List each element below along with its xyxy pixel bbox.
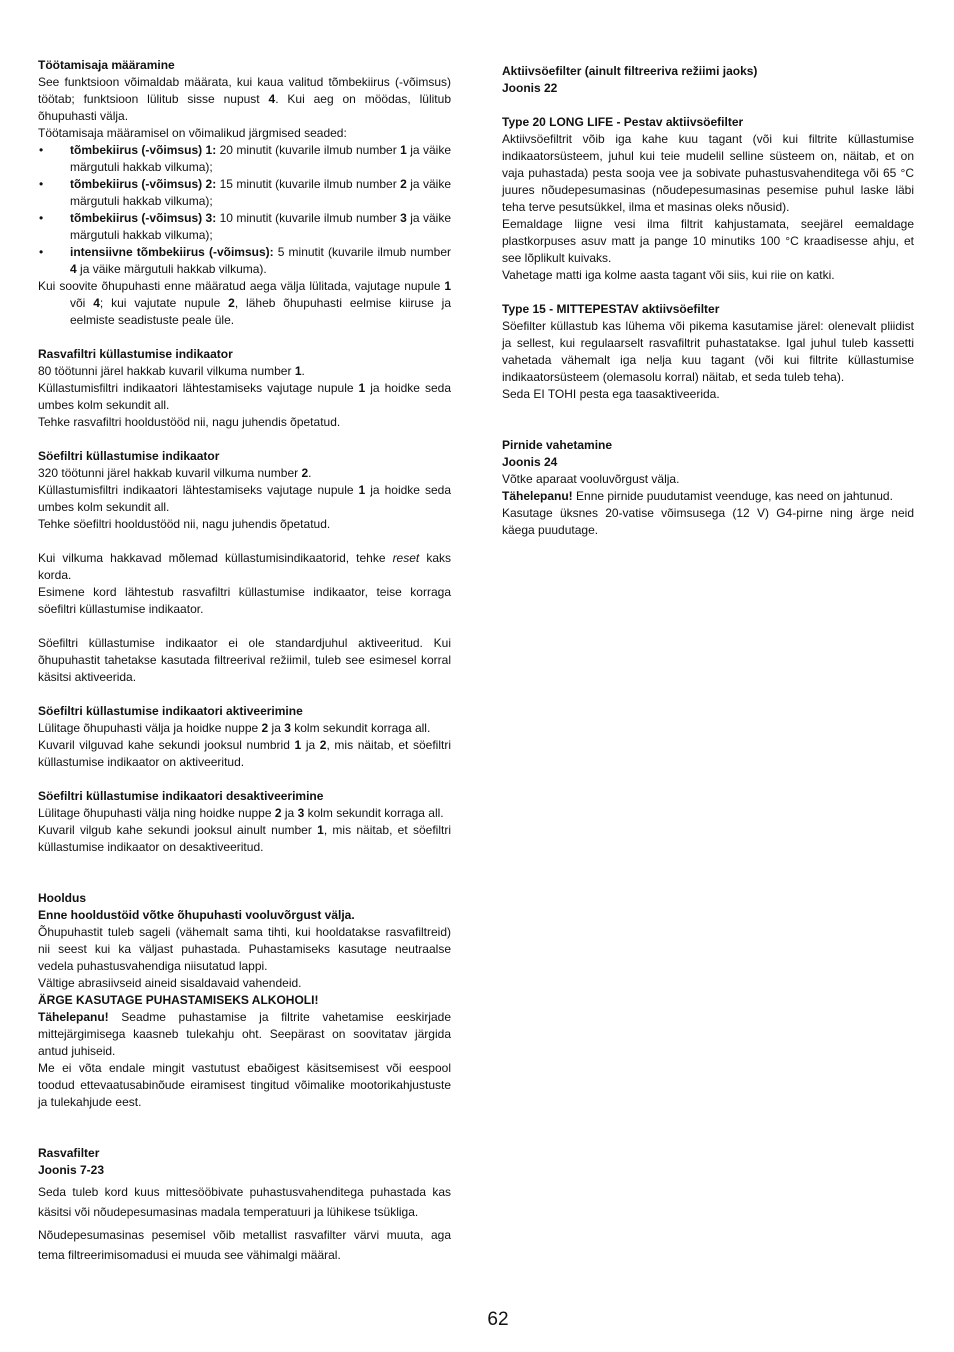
speed-settings-list (38, 142, 451, 278)
list-item: • tõmbekiirus (-võimsus) 2: 15 minutit (kuvarile ilmub number 2 ja väike märgutuli hakkab vilkuma); (38, 176, 451, 210)
paragraph: Vältige abrasiivseid aineid sisaldavaid vahendeid. (38, 976, 302, 990)
paragraph: Tehke rasvafiltri hooldustööd nii, nagu juhendis õpetatud. (38, 415, 341, 429)
section-title-charcoal-indicator: Söefiltri küllastumise indikaator (38, 449, 220, 463)
section-subtitle: Joonis 22 (502, 81, 558, 95)
left-column (38, 57, 451, 1265)
paragraph: Tähelepanu! Enne pirnide puudutamist veenduge, kas need on jahtunud. (502, 489, 893, 503)
paragraph: Võtke aparaat vooluvõrgust välja. (502, 472, 680, 486)
page-number: 62 (487, 1309, 509, 1330)
section-subtitle: Joonis 7-23 (38, 1163, 105, 1177)
paragraph: Seda tuleb kord kuus mittesööbivate puhastusvahenditega puhastada kas käsitsi või nõudepesumasinas madala temperatuuri ja lühikese tsükliga. (38, 1185, 451, 1219)
paragraph: Vahetage matti iga kolme aasta tagant või siis, kui riie on katki. (502, 268, 835, 282)
section-subtitle: Joonis 24 (502, 455, 558, 469)
paragraph: See funktsioon võimaldab määrata, kui kaua valitud tõmbekiirus (-võimsus) töötab; funktsioon lülitub sisse nupust 4. Kui aeg on möödas, lülitub õhupuhasti välja. (38, 75, 451, 123)
section-title-active-carbon: Aktiivsöefilter (ainult filtreeriva režiimi jaoks) (502, 64, 758, 78)
section-title-activation: Söefiltri küllastumise indikaatori aktiveerimine (38, 704, 303, 718)
section-title-deactivation: Söefiltri küllastumise indikaatori desaktiveerimine (38, 789, 324, 803)
paragraph: Kasutage üksnes 20-vatise võimsusega (12 V) G4-pirne ning ärge neid käega puudutage. (502, 506, 914, 537)
paragraph: Kui vilkuma hakkavad mõlemad küllastumisindikaatorid, tehke reset kaks korda. (38, 551, 451, 582)
right-column (502, 63, 914, 539)
paragraph: Söefilter küllastub kas lühema või pikema kasutamise järel: olenevalt pliidist ja sellest, kui regulaarselt rasvafiltrit puhastatakse. Igal juhul tuleb kassetti vahetada vähemalt iga nelja kuu tagant (või kui filtrite küllastumise indikaatorsüsteem (olemasolu korral) näitab, et seda tuleb teha). (502, 319, 914, 384)
paragraph: Aktiivsöefiltrit võib iga kahe kuu tagant (või kui filtrite küllastumise indikaatorsüsteem, juhul kui teie mudelil selline süsteem on, näitab, et on vaja puhastada) pesta sooja vee ja sobivate puhastusvahenditega või 65 °C juures nõudepesumasinas (nõudepesumasinas pesemise puhul laske läbi teha terve pesutsükkel, ilma et masinas oleks nõusid). (502, 132, 914, 214)
list-item: • tõmbekiirus (-võimsus) 3: 10 minutit (kuvarile ilmub number 3 ja väike märgutuli hakkab vilkuma); (38, 210, 451, 244)
section-title-operating-time: Töötamisaja määramine (38, 58, 175, 72)
paragraph: 320 töötunni järel hakkab kuvaril vilkuma number 2. (38, 466, 312, 480)
paragraph: Me ei võta endale mingit vastutust ebaõigest käsitsemisest või eespool toodud ettevaatusabinõude eiramisest tingitud võimalike mootorikahjustuste ja tulekahjude eest. (38, 1061, 451, 1109)
paragraph: Lülitage õhupuhasti välja ning hoidke nuppe 2 ja 3 kolm sekundit korraga all. (38, 806, 444, 820)
paragraph: Lülitage õhupuhasti välja ja hoidke nuppe 2 ja 3 kolm sekundit korraga all. (38, 721, 431, 735)
section-title-type20: Type 20 LONG LIFE - Pestav aktiivsöefilter (502, 115, 744, 129)
list-item: • tõmbekiirus (-võimsus) 1: 20 minutit (kuvarile ilmub number 1 ja väike märgutuli hakkab vilkuma); (38, 142, 451, 176)
paragraph: Töötamisaja määramisel on võimalikud järgmised seaded: (38, 126, 347, 140)
paragraph: Küllastumisfiltri indikaatori lähtestamiseks vajutage nupule 1 ja hoidke seda umbes kolm sekundit all. (38, 381, 451, 412)
paragraph: Söefiltri küllastumise indikaator ei ole standardjuhul aktiveeritud. Kui õhupuhastit tahetakse kasutada filtreerival režiimil, tuleb see esimesel korral käsitsi aktiveerida. (38, 636, 451, 684)
paragraph: Kuvaril vilgub kahe sekundi jooksul ainult number 1, mis näitab, et söefiltri küllastumise indikaator on desaktiveeritud. (38, 823, 451, 854)
paragraph: Õhupuhastit tuleb sageli (vähemalt sama tihti, kui hooldatakse rasvafiltreid) nii seest kui ka väljast puhastada. Puhastamiseks kasutage neutraalse vedela puhastusvahendiga niisutatud lappi. (38, 925, 451, 973)
section-title-maintenance: Hooldus (38, 891, 86, 905)
paragraph: Kuvaril vilguvad kahe sekundi jooksul numbrid 1 ja 2, mis näitab, et söefiltri küllastumise indikaator on aktiveeritud. (38, 738, 451, 769)
paragraph: Küllastumisfiltri indikaatori lähtestamiseks vajutage nupule 1 ja hoidke seda umbes kolm sekundit all. (38, 483, 451, 514)
paragraph: Tähelepanu! Seadme puhastamise ja filtrite vahetamise eeskirjade mittejärgimisega kaasneb tulekahju oht. Seepärast on soovitatav järgida antud juhiseid. (38, 1010, 451, 1058)
paragraph: 80 töötunni järel hakkab kuvaril vilkuma number 1. (38, 364, 305, 378)
section-title-type15: Type 15 - MITTEPESTAV aktiivsöefilter (502, 302, 720, 316)
section-subtitle: Enne hooldustöid võtke õhupuhasti vooluvõrgust välja. (38, 908, 355, 922)
paragraph: Nõudepesumasinas pesemisel võib metallist rasvafilter värvi muuta, aga tema filtreerimisomadusi ei muuda see vähimalgi määral. (38, 1228, 451, 1262)
warning-text: ÄRGE KASUTAGE PUHASTAMISEKS ALKOHOLI! (38, 993, 319, 1007)
section-title-grease-indicator: Rasvafiltri küllastumise indikaator (38, 347, 233, 361)
section-title-bulbs: Pirnide vahetamine (502, 438, 613, 452)
paragraph: Tehke söefiltri hooldustööd nii, nagu juhendis õpetatud. (38, 517, 331, 531)
section-title-grease-filter: Rasvafilter (38, 1146, 100, 1160)
paragraph: Eemaldage liigne vesi ilma filtrit kahjustamata, seejärel eemaldage plastkorpuses asuv matt ja pange 10 minutiks 100 °C kraadisesse ahju, et see lõplikult kuivaks. (502, 217, 914, 265)
paragraph: Esimene kord lähtestub rasvafiltri küllastumise indikaator, teise korraga söefiltri küllastumise indikaator. (38, 585, 451, 616)
paragraph: Kui soovite õhupuhasti enne määratud aega välja lülitada, vajutage nupule 1 või 4; kui vajutate nupule 2, läheb õhupuhasti eelmise kiiruse ja eelmiste seadistuste peale üle. (38, 279, 451, 327)
paragraph: Seda EI TOHI pesta ega taasaktiveerida. (502, 387, 720, 401)
list-item: • intensiivne tõmbekiirus (-võimsus): 5 minutit (kuvarile ilmub number 4 ja väike märgutuli hakkab vilkuma). (38, 244, 451, 278)
